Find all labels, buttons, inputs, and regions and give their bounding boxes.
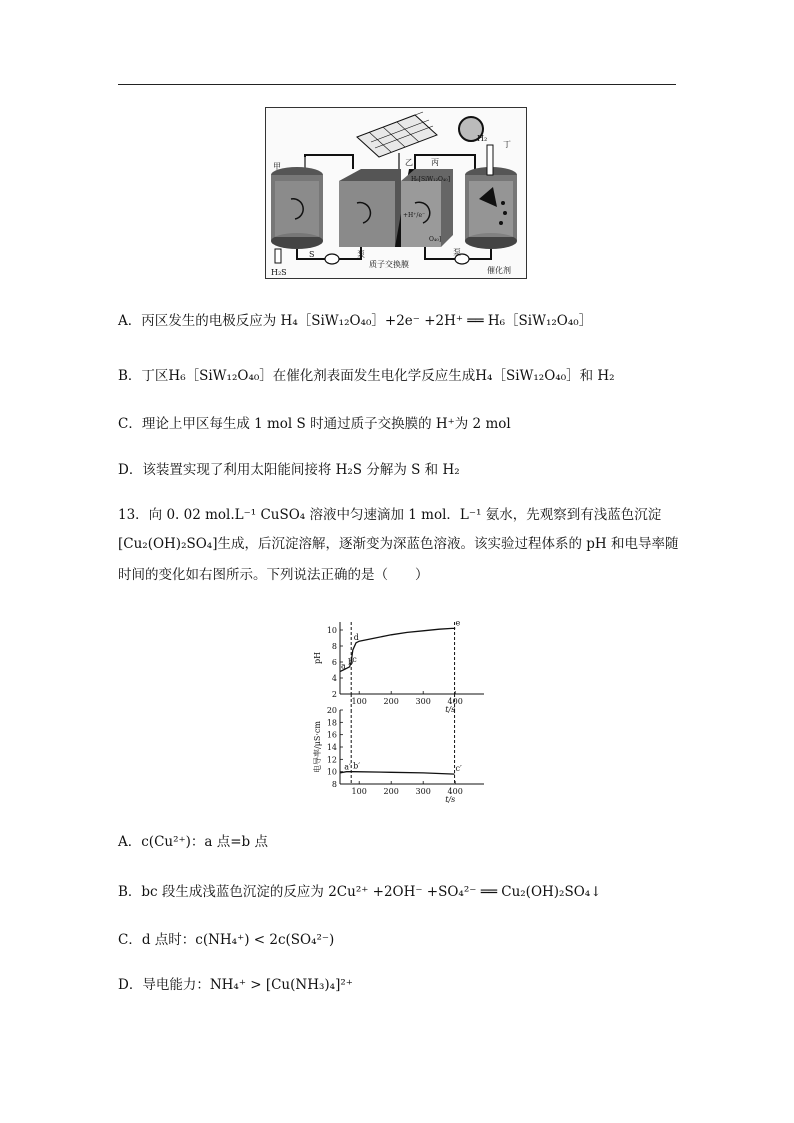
- electrolysis-apparatus-figure: [265, 107, 527, 279]
- label-catalyst: 催化剂: [487, 266, 511, 275]
- chart2-point-label: a′: [344, 762, 351, 772]
- chart1-xtick-label: 100: [351, 697, 367, 706]
- chart2-ytick-label: 14: [326, 743, 337, 752]
- chart1-point-label: b: [348, 657, 354, 667]
- chart2-xtick-label: 200: [383, 787, 399, 796]
- header-rule: [118, 84, 676, 85]
- q12-option-a-pre: A．丙区发生的电极反应为 H₄［SiW₁₂O₄₀］+2e⁻ +2H⁺: [118, 313, 463, 329]
- q13-option-b: [118, 882, 602, 902]
- chart1-point-label: a: [341, 661, 346, 671]
- chart2-xtick-label: 400: [447, 787, 463, 796]
- q13-stem-line2: [Cu₂(OH)₂SO₄]生成，后沉淀溶解，逐渐变为深蓝色溶液。该实验过程体系的 pH 和电导率随: [118, 536, 679, 552]
- chart1-xtick-label: 200: [383, 697, 399, 706]
- pump-left-icon: [325, 254, 339, 264]
- chart2-ytick-label: 18: [326, 718, 337, 728]
- chart2-ytick-label: 16: [326, 730, 337, 740]
- q13-option-b-pre: B．bc 段生成浅蓝色沉淀的反应为 2Cu²⁺ +2OH⁻ +SO₄²⁻: [118, 884, 477, 900]
- q13-option-d: D．导电能力：NH₄⁺ > [Cu(NH₃)₄]²⁺: [118, 977, 353, 993]
- chart1-xtick-label: 400: [447, 697, 463, 706]
- chart2-ylabel: 电导率/μS·cm: [313, 721, 322, 773]
- label-h2: H₂: [477, 134, 488, 143]
- label-jia: 甲: [273, 162, 281, 171]
- label-h2s: H₂S: [271, 268, 287, 277]
- q13-stem-line1: 13．向 0. 02 mol.L⁻¹ CuSO₄ 溶液中匀速滴加 1 mol．L⁻¹ 氨水，先观察到有浅蓝色沉淀: [118, 507, 662, 523]
- chart1-ytick-label: 4: [331, 674, 337, 683]
- chart1-xtick-label: 300: [415, 697, 431, 706]
- chart1-point-label: d: [353, 632, 359, 642]
- chart2-xtick-label: 100: [351, 787, 367, 796]
- chart2-series-line: [340, 772, 455, 774]
- q13-stem-line3: 时间的变化如右图所示。下列说法正确的是（ ）: [118, 567, 429, 583]
- q13-option-c: C．d 点时：c(NH₄⁺) < 2c(SO₄²⁻): [118, 932, 335, 948]
- q13-option-b-post: Cu₂(OH)₂SO₄↓: [501, 884, 602, 900]
- chart1-ytick-label: 6: [331, 658, 337, 667]
- label-o40: O₄₀]: [429, 236, 442, 243]
- label-yi: 乙: [405, 158, 413, 167]
- q13-option-a: A．c(Cu²⁺)：a 点=b 点: [118, 834, 268, 850]
- q12-option-c: C．理论上甲区每生成 1 mol S 时通过质子交换膜的 H⁺为 2 mol: [118, 416, 511, 432]
- chart2-ytick-label: 12: [326, 755, 337, 765]
- label-hplus: +H⁺/e⁻: [403, 212, 426, 219]
- label-ding: 丁: [503, 140, 511, 149]
- equal-sign: ══: [480, 884, 497, 900]
- label-bing: 丙: [431, 158, 439, 167]
- q12-option-b: B．丁区H₆［SiW₁₂O₄₀］在催化剂表面发生电化学反应生成H₄［SiW₁₂O₄₀］和 H₂: [118, 368, 615, 384]
- q12-option-a: [118, 311, 592, 331]
- chart2-xtick-label: 300: [415, 787, 431, 796]
- chart2-ytick-label: 10: [326, 767, 337, 777]
- equal-sign: ══: [467, 313, 484, 329]
- chart2-point-label: b′: [353, 761, 361, 771]
- tank-jia: [271, 167, 323, 249]
- chart1-ytick-label: 10: [326, 626, 337, 635]
- chart1-ylabel: pH: [313, 651, 322, 665]
- chart1-xlabel: t/s: [445, 705, 456, 714]
- label-s: S: [309, 250, 315, 259]
- chart1-point-label: c: [352, 655, 357, 665]
- chart1-ytick-label: 8: [331, 642, 337, 651]
- chart1-ytick-label: 2: [331, 690, 337, 699]
- label-pump1: 泵: [357, 250, 365, 259]
- label-membrane: 质子交换膜: [369, 260, 409, 269]
- q12-option-a-post: H₆［SiW₁₂O₄₀］: [487, 313, 593, 329]
- chart2-ytick-label: 20: [326, 706, 337, 715]
- chart2-point-label: c′: [455, 764, 462, 774]
- chart2-ytick-label: 8: [331, 780, 337, 789]
- electrode-box-yi: [339, 169, 401, 247]
- q12-option-d: D．该装置实现了利用太阳能间接将 H₂S 分解为 S 和 H₂: [118, 462, 460, 478]
- ph-conductivity-chart: [306, 614, 490, 814]
- label-h6: H₆[SiW₁₂O₄₀]: [411, 176, 451, 183]
- chart1-point-label: e: [455, 618, 461, 628]
- chart2-xlabel: t/s: [445, 795, 456, 804]
- label-pump2: 泵: [453, 248, 461, 257]
